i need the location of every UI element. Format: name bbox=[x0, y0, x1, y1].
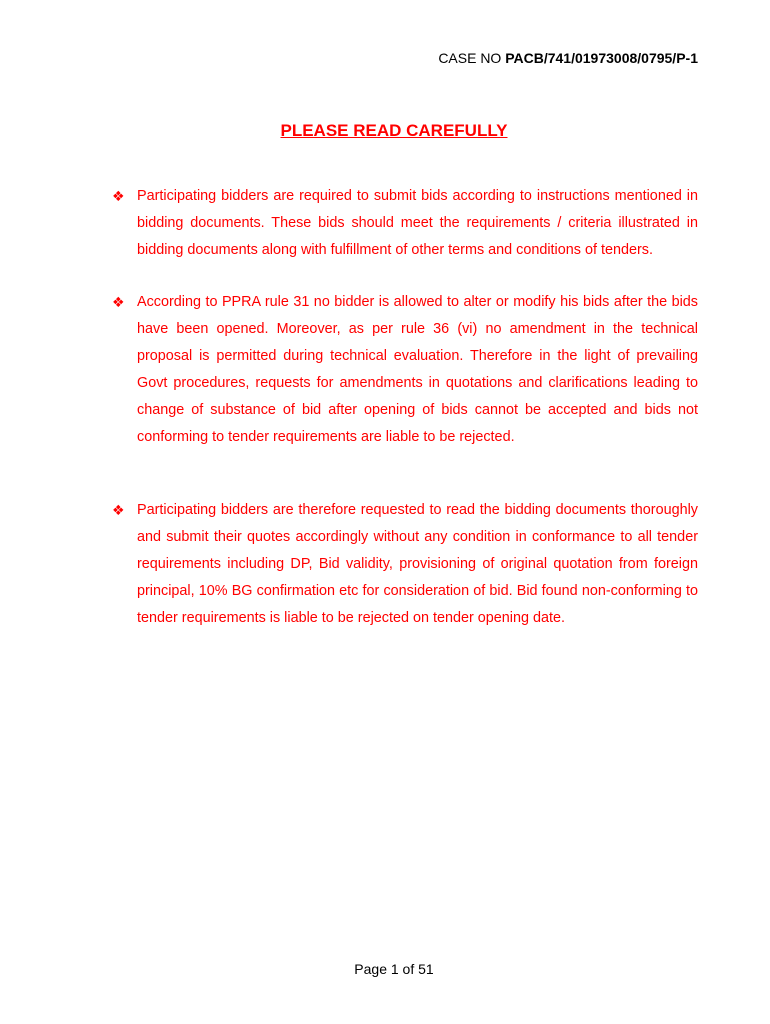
instruction-text: Participating bidders are required to submit bids according to instructions mentioned in bidding documents. These bids should meet the requirements / criteria illustrated in bidding documents along with fulfillment of other terms and conditions of tenders. bbox=[137, 188, 698, 258]
page-number: Page 1 of 51 bbox=[354, 961, 434, 977]
page-title: PLEASE READ CAREFULLY bbox=[280, 121, 508, 140]
instruction-bullet-2 bbox=[112, 289, 698, 451]
diamond-bullet-icon: ❖ bbox=[112, 188, 125, 204]
instruction-bullet-3 bbox=[112, 497, 698, 632]
diamond-bullet-icon: ❖ bbox=[112, 294, 125, 310]
instruction-text: According to PPRA rule 31 no bidder is allowed to alter or modify his bids after the bids have been opened. Moreover, as per rule 36 (vi) no amendment in the technical proposal is permitted during technical evaluation. Therefore in the light of prevailing Govt procedures, requests for amendments in quotations and clarifications leading to change of substance of bid after opening of bids cannot be accepted and bids not conforming to tender requirements are liable to be rejected. bbox=[137, 294, 698, 445]
case-number-header bbox=[438, 49, 698, 67]
case-number-value: PACB/741/01973008/0795/P-1 bbox=[505, 50, 698, 66]
instruction-bullet-1 bbox=[112, 183, 698, 264]
case-number-prefix: CASE NO bbox=[438, 50, 506, 66]
diamond-bullet-icon: ❖ bbox=[112, 502, 125, 518]
instruction-text: Participating bidders are therefore requested to read the bidding documents thoroughly and submit their quotes accordingly without any condition in conformance to all tender requirements including DP, Bid validity, provisioning of original quotation from foreign principal, 10% BG confirmation etc for consideration of bid. Bid found non-conforming to tender requirements is liable to be rejected on tender opening date. bbox=[137, 502, 698, 626]
